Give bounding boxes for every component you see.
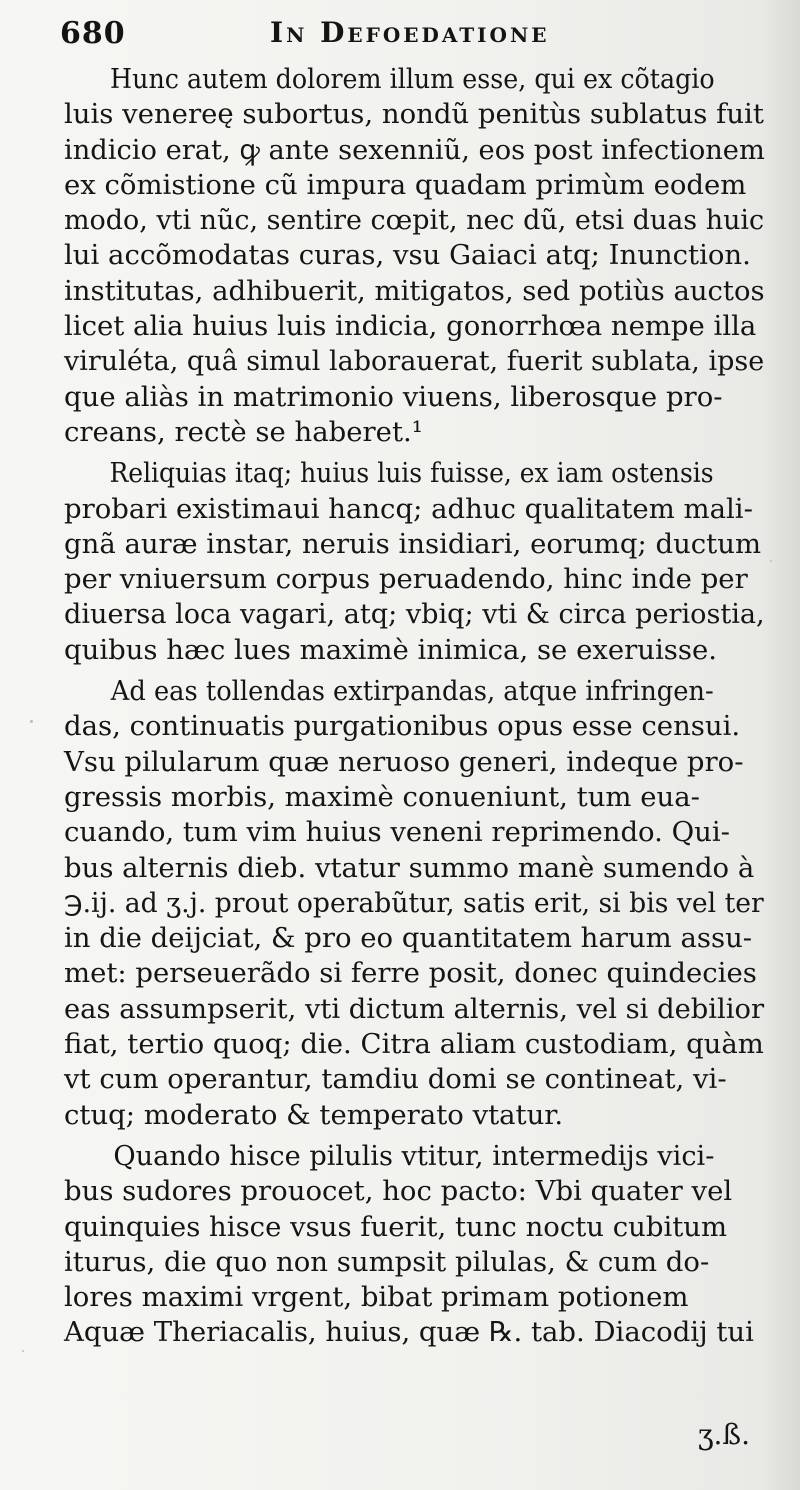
- text-line: lui accõmodatas curas, vsu Gaiaci atq; Inunction.: [64, 239, 751, 272]
- text-line: Hunc autem dolorem illum esse, qui ex cõtagio: [110, 63, 715, 95]
- text-line: das, continuatis purgationibus opus esse censui.: [64, 710, 741, 743]
- body-text: [64, 62, 764, 1351]
- text-line: diuersa loca vagari, atq; vbiq; vti & circa periostia,: [64, 598, 765, 631]
- text-line: ℈.ij. ad ʒ.j. prout operabũtur, satis erit, si bis vel ter: [64, 886, 764, 919]
- text-line: gressis morbis, maximè conueniunt, tum eua-: [64, 780, 700, 813]
- text-line: eas assumpserit, vti dictum alternis, vel si debilior: [64, 992, 765, 1025]
- text-line: vt cum operantur, tamdiu domi se contineat, vi-: [64, 1063, 727, 1096]
- text-line: creans, rectè se haberet.¹: [64, 415, 423, 448]
- text-line: institutas, adhibuerit, mitigatos, sed potiùs auctos: [64, 274, 765, 307]
- text-line: Aquæ Theriacalis, huius, quæ ℞. tab. Diacodij tui: [64, 1316, 754, 1349]
- text-line: Vsu pilularum quæ neruoso generi, indeque pro-: [64, 745, 744, 778]
- text-line: iturus, die quo non sumpsit pilulas, & cum do-: [64, 1245, 710, 1278]
- text-line: ctuq; moderato & temperato vtatur.: [64, 1098, 564, 1131]
- text-line: que aliàs in matrimonio viuens, liberosque pro-: [64, 380, 723, 413]
- signature-mark: ʒ.ß.: [697, 1418, 750, 1451]
- paragraph: [64, 674, 764, 1133]
- text-line: lores maximi vrgent, bibat primam potionem: [64, 1281, 689, 1314]
- text-line: cuando, tum vim huius veneni reprimendo. Qui-: [64, 816, 730, 849]
- text-line: indicio erat, ꝙ ante sexenniũ, eos post infectionem: [64, 133, 765, 166]
- page-number: 680: [60, 16, 126, 51]
- text-line: Reliquias itaq; huius luis fuisse, ex iam ostensis: [109, 457, 714, 490]
- paper-speck: [22, 1350, 24, 1352]
- paper-speck: [770, 560, 772, 562]
- text-line: quinquies hisce vsus fuerit, tunc noctu cubitum: [64, 1210, 728, 1243]
- text-line: luis venereę subortus, nondũ penitùs sublatus fuit: [64, 98, 764, 131]
- text-line: Quando hisce pilulis vtitur, intermedijs vici-: [113, 1139, 715, 1172]
- text-line: ex cõmistione cũ impura quadam primùm eodem: [64, 168, 747, 201]
- paper-speck: [30, 720, 33, 723]
- text-line: licet alia huius luis indicia, gonorrhœa nempe illa: [64, 310, 757, 343]
- text-line: quibus hæc lues maximè inimica, se exeruisse.: [64, 633, 718, 666]
- paragraph: [64, 1139, 764, 1351]
- text-line: bus alternis dieb. vtatur summo manè sumendo à: [64, 851, 755, 884]
- paragraph: [64, 456, 764, 668]
- text-line: modo, vti nũc, sentire cœpit, nec dũ, etsi duas huic: [64, 204, 765, 237]
- text-line: fiat, tertio quoq; die. Citra aliam custodiam, quàm: [64, 1028, 764, 1061]
- text-line: gnã auræ instar, neruis insidiari, eorumq; ductum: [64, 527, 762, 560]
- paragraph: [64, 62, 764, 450]
- text-line: in die deijciat, & pro eo quantitatem harum assu-: [64, 922, 753, 955]
- text-line: bus sudores prouocet, hoc pacto: Vbi quater vel: [64, 1175, 733, 1208]
- page-header: [60, 16, 760, 60]
- text-line: probari existimaui hancq; adhuc qualitatem mali-: [64, 492, 753, 525]
- text-line: per vniuersum corpus peruadendo, hinc inde per: [64, 563, 748, 596]
- running-head: In Defoedatione: [270, 16, 550, 49]
- text-line: viruléta, quâ simul laborauerat, fuerit sublata, ipse: [64, 345, 765, 378]
- text-line: met: perseuerãdo si ferre posit, donec quindecies: [64, 957, 757, 990]
- text-line: Ad eas tollendas extirpandas, atque infringen-: [110, 675, 714, 708]
